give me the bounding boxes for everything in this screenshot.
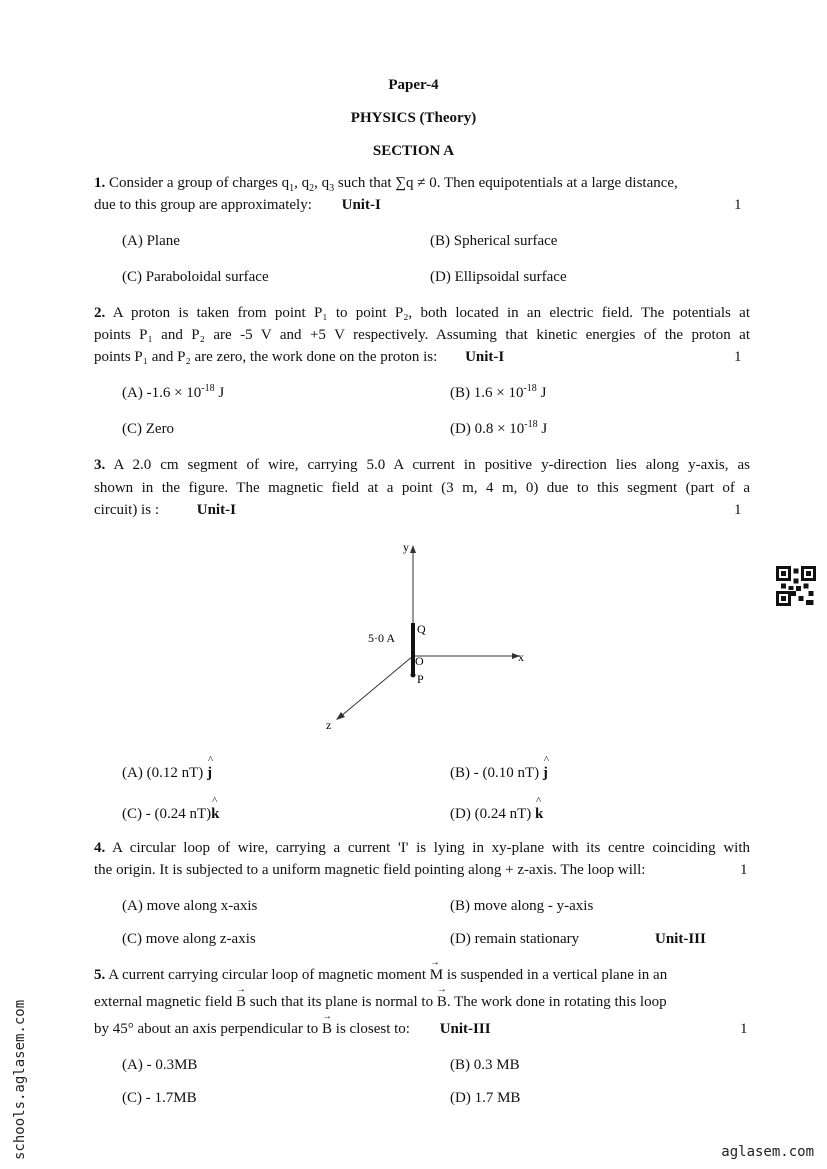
q2-option-a: (A) $-1.6 \times 10^{-18}$ J — [122, 383, 225, 401]
q3-line-3 — [94, 502, 750, 519]
q2-option-c: (C) Zero — [122, 421, 175, 437]
q1-line-1: 1. Consider a group of charges $q_1$, $q_2$, $q_3$ such that ∑q ≠ 0. Then equipotentials at a large distance, — [94, 175, 678, 194]
q1-option-b: (B) Spherical surface — [430, 233, 558, 249]
q4-option-b: (B) move along - y-axis — [450, 898, 594, 914]
footer-watermark: aglasem.com — [721, 1144, 814, 1160]
q3-text-1: A 2.0 cm segment of wire, carrying 5.0 A current in positive y-direction lies along y-axis, as — [113, 457, 750, 473]
q3-option-d: (D) (0.24 nT) ^ k — [450, 795, 544, 822]
q2-text-3: points P₁ and P₂ are zero, the work done on the proton is: — [94, 349, 438, 365]
q4-number: 4. — [94, 840, 106, 856]
q1-option-c: (C) Paraboloidal surface — [122, 269, 269, 285]
q3-option-b: (B) - (0.10 nT) ^ j — [450, 754, 550, 781]
q2-option-d: (D) $0.8 \times 10^{-18}$ J — [450, 419, 548, 437]
q1-line-2 — [94, 197, 750, 214]
q3-text-3: circuit) is : — [94, 502, 159, 518]
q1-text-b: such that ∑q ≠ 0. Then equipotentials at a large distance, — [337, 175, 678, 191]
q3-marks: 1 — [734, 502, 742, 518]
q3-option-c: (C) - (0.24 nT) ^ k — [122, 795, 220, 822]
point-p — [411, 673, 416, 678]
q4-option-a: (A) move along x-axis — [122, 898, 258, 914]
q1-marks: 1 — [734, 197, 742, 213]
vector-b-2: → B — [436, 984, 447, 1010]
q2-marks: 1 — [734, 349, 742, 365]
q4-option-c: (C) move along z-axis — [122, 931, 256, 947]
q3-figure — [320, 535, 540, 735]
q5-option-a: (A) - 0.3MB — [122, 1057, 198, 1073]
y-axis-arrow — [410, 545, 416, 553]
q4-line-2: the origin. It is subjected to a uniform magnetic field pointing along + z-axis. The loop will: — [94, 862, 646, 878]
y-label: y — [403, 540, 409, 554]
q5-option-c: (C) - 1.7MB — [122, 1090, 197, 1106]
p-label: P — [417, 672, 424, 686]
q5-option-d: (D) 1.7 MB — [450, 1090, 521, 1106]
q3-line-1 — [94, 457, 750, 474]
q2-number: 2. — [94, 305, 106, 321]
section-title: SECTION A — [372, 143, 455, 159]
z-axis-line — [340, 656, 413, 717]
q1-text-a: Consider a group of charges q — [109, 175, 290, 191]
q4-option-d: (D) remain stationary — [450, 931, 580, 947]
subject-title: PHYSICS (Theory) — [350, 110, 477, 126]
q4-line-1 — [94, 840, 750, 857]
q5-option-b: (B) 0.3 MB — [450, 1057, 520, 1073]
q5-line-3: by 45° about an axis perpendicular to → B is closest to: Unit-III — [94, 1011, 491, 1037]
q1-option-a: (A) Plane — [122, 233, 180, 249]
q2-unit: Unit-I — [465, 349, 505, 365]
q5-number: 5. — [94, 967, 106, 983]
current-label: 5·0 A — [368, 631, 395, 645]
z-axis-arrow — [336, 712, 345, 720]
q2-line-2: points P₁ and P₂ are -5 V and +5 V respectively. Assuming that kinetic energies of the proton at — [94, 327, 750, 343]
q5-line-2: external magnetic field → B such that its plane is normal to → B. The work done in rotating this loop — [94, 984, 667, 1010]
q4-marks: 1 — [740, 862, 748, 878]
q5-line-1: 5. A current carrying circular loop of magnetic moment → M is suspended in a vertical plane in an — [94, 957, 668, 983]
qr-code-icon — [776, 566, 816, 606]
q3-unit: Unit-I — [196, 502, 236, 518]
q2-line-3 — [94, 349, 750, 366]
q3-number: 3. — [94, 457, 106, 473]
q5-unit: Unit-III — [439, 1021, 491, 1037]
q4-text-1: A circular loop of wire, carrying a current 'I' is lying in xy-plane with its centre coinciding with — [112, 840, 750, 856]
q-label: Q — [417, 622, 426, 636]
side-watermark: schools.aglasem.com — [12, 999, 28, 1160]
vector-b: → B — [236, 984, 247, 1010]
q1-unit: Unit-I — [341, 197, 381, 213]
paper-title: Paper-4 — [388, 77, 439, 93]
z-label: z — [326, 718, 332, 732]
q1-number: 1. — [94, 175, 106, 191]
vector-m: → M — [429, 957, 444, 983]
q2-text-1: A proton is taken from point P₁ to point P₂, both located in an electric field. The potentials at — [112, 305, 750, 321]
vector-b-3: → B — [322, 1011, 333, 1037]
q3-line-2: shown in the figure. The magnetic field at a point (3 m, 4 m, 0) due to this segment (part of a — [94, 480, 750, 496]
q1-option-d: (D) Ellipsoidal surface — [430, 269, 567, 285]
q5-marks: 1 — [740, 1021, 748, 1037]
q2-line-1 — [94, 305, 750, 322]
x-label: x — [518, 650, 524, 664]
q4-unit: Unit-III — [655, 931, 706, 947]
q1-text-2: due to this group are approximately: — [94, 197, 312, 213]
q2-option-b: (B) $1.6 \times 10^{-18}$ J — [450, 383, 547, 401]
q3-option-a: (A) (0.12 nT) ^ j — [122, 754, 214, 781]
o-label: O — [415, 654, 424, 668]
